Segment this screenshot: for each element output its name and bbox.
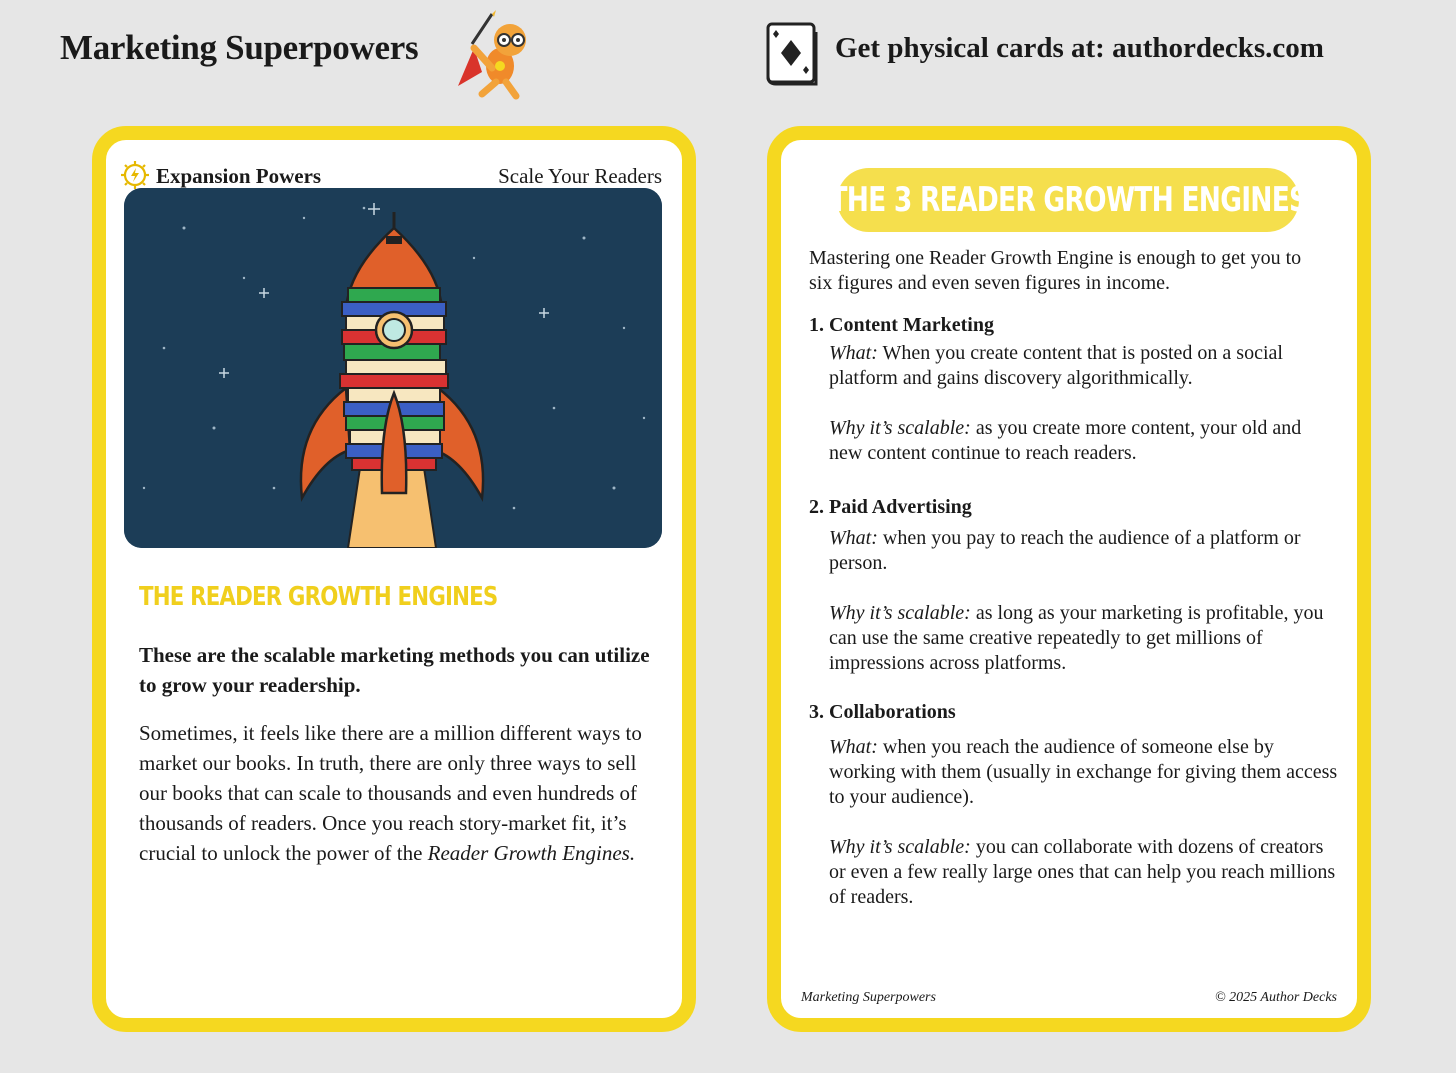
- page-title: Marketing Superpowers: [60, 28, 419, 67]
- engine-collaborations: [809, 699, 1339, 910]
- why-text: you can collaborate with dozens of creators or even a few really large ones that can help you reach millions of readers.: [829, 836, 1336, 908]
- what-label: What:: [829, 527, 878, 549]
- footer-deck-name: Marketing Superpowers: [801, 990, 936, 1005]
- what-text: when you reach the audience of someone else by working with them (usually in exchange for giving them access to your audience).: [829, 736, 1338, 808]
- engine-why: [809, 601, 1339, 676]
- rocket-made-of-books-icon: [124, 188, 662, 548]
- what-text: When you create content that is posted on a social platform and gains discovery algorithmically.: [829, 342, 1283, 389]
- intro-paragraph: Mastering one Reader Growth Engine is enough to get you to six figures and even seven figures in income.: [809, 247, 1302, 294]
- what-text: when you pay to reach the audience of a platform or person.: [829, 527, 1301, 574]
- why-label: Why it’s scalable:: [829, 836, 971, 858]
- engine-why: [809, 416, 1339, 466]
- card-deck-icon: [764, 22, 820, 86]
- engine-what: [809, 735, 1339, 810]
- what-label: What:: [829, 342, 878, 364]
- why-text: as long as your marketing is profitable, you can use the same creative repeatedly to get millions of impressions across platforms.: [829, 602, 1324, 674]
- body-paragraph: [139, 718, 659, 868]
- why-label: Why it’s scalable:: [829, 417, 971, 439]
- category-label: Expansion Powers: [156, 164, 322, 188]
- engine-title: 3. Collaborations: [809, 701, 956, 723]
- pill-title: THE 3 READER GROWTH ENGINES: [829, 180, 1307, 220]
- lightning-bolt-icon: [120, 160, 150, 190]
- rocket-illustration: [124, 188, 662, 548]
- front-card: [92, 126, 696, 1032]
- title-pill: [829, 168, 1307, 232]
- why-text: as you create more content, your old and new content continue to reach readers.: [829, 417, 1302, 464]
- engine-why: [809, 835, 1339, 910]
- engine-what: [809, 526, 1339, 576]
- why-label: Why it’s scalable:: [829, 602, 971, 624]
- body-text: Sometimes, it feels like there are a million different ways to market our books. In truth, there are only three ways to sell our books that can scale to thousands and even hundreds of thousands of readers. Once you reach story-market fit, it’s crucial to unlock the power of the: [139, 721, 642, 865]
- lead-paragraph: These are the scalable marketing methods you can utilize to grow your readership.: [139, 643, 650, 697]
- what-label: What:: [829, 736, 878, 758]
- physical-cards-cta: Get physical cards at: authordecks.com: [835, 32, 1324, 64]
- engine-title: 1. Content Marketing: [809, 314, 994, 336]
- superhero-mascot-icon: [452, 8, 542, 100]
- subtitle-label: Scale Your Readers: [498, 164, 662, 188]
- back-card: [767, 126, 1371, 1032]
- engine-content-marketing: [809, 312, 1339, 466]
- footer-copyright: © 2025 Author Decks: [1215, 990, 1337, 1005]
- engine-what: [809, 341, 1339, 391]
- body-emphasis: Reader Growth Engines.: [427, 841, 636, 865]
- engine-title: 2. Paid Advertising: [809, 496, 972, 518]
- engine-paid-advertising: [809, 494, 1339, 676]
- section-heading: THE READER GROWTH ENGINES: [139, 582, 498, 612]
